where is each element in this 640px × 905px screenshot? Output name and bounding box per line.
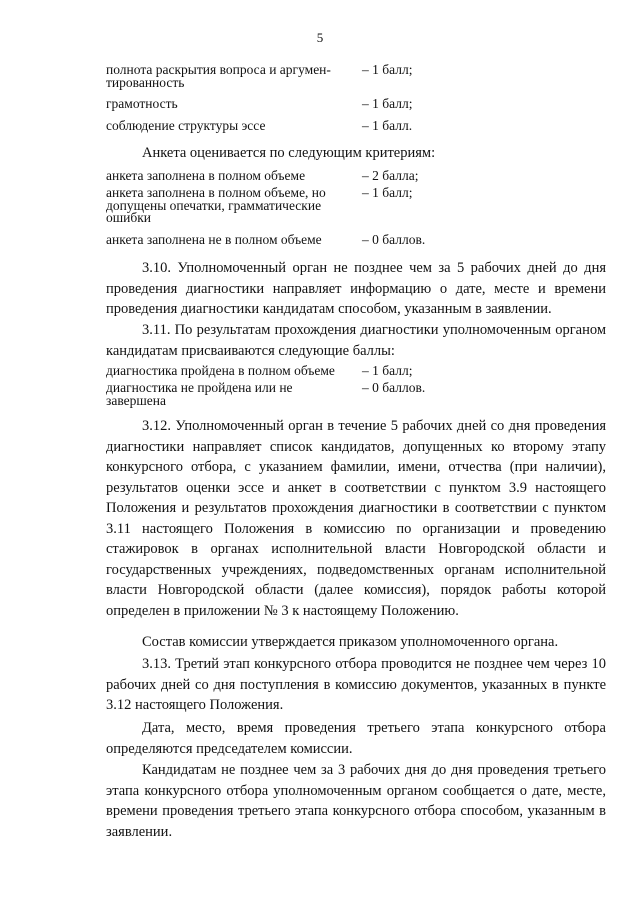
page-number: 5 [316,30,324,45]
paragraph-3-10: 3.10. Уполномоченный орган не позднее чем за 5 рабочих дней до дня проведения диагностики направляет информацию о дате, месте и времени проведения диагностики кандидатам способом, указанным в заявлении. [106,260,606,317]
criteria-label: диагностика пройдена в полном объеме [106,363,335,378]
criteria-label: соблюдение структуры эссе [106,118,266,133]
criteria-label: грамотность [106,96,178,111]
criteria-label: анкета заполнена не в полном объеме [106,232,322,247]
criteria-score: – 1 балл; [362,185,413,200]
paragraph-commission: Состав комиссии утверждается приказом уполномоченного органа. [142,634,559,650]
criteria-label: полнота раскрытия вопроса и аргумен-тированность [106,62,331,90]
criteria-label: диагностика не пройдена или не завершена [106,380,293,408]
criteria-score: – 1 балл; [362,62,413,77]
paragraph-candidates: Кандидатам не позднее чем за 3 рабочих дня до дня проведения третьего этапа конкурсного отбора уполномоченным органом сообщается о дате, месте, времени проведения третьего этапа конкурсного отбора способом, указанным в заявлении. [106,762,606,840]
criteria-score: – 1 балл; [362,363,413,378]
paragraph-3-13: 3.13. Третий этап конкурсного отбора проводится не позднее чем через 10 рабочих дней со дня поступления в комиссию документов, указанных в пункте 3.12 настоящего Положения. [106,656,606,713]
criteria-score: – 0 баллов. [362,380,426,395]
questionnaire-criteria-list [106,170,438,250]
criteria-score: – 2 балла; [362,168,419,183]
paragraph-3-11: 3.11. По результатам прохождения диагностики уполномоченным органом кандидатам присваиваются следующие баллы: [106,322,606,359]
questionnaire-intro: Анкета оценивается по следующим критериям: [142,145,436,161]
paragraph-date-place: Дата, место, время проведения третьего этапа конкурсного отбора определяются председателем комиссии. [106,720,606,757]
criteria-label: анкета заполнена в полном объеме, но допущены опечатки, грамматические ошибки [106,185,326,225]
paragraph-3-12: 3.12. Уполномоченный орган в течение 5 рабочих дней со дня проведения диагностики направляет список кандидатов, допущенных ко второму этапу конкурсного отбора, с указанием фамилии, имени, отчества (при наличии), результатов оценки эссе и анкет в соответствии с пунктом 3.9 настоящего Положения и результатов прохождения диагностики в соответствии с пунктом 3.11 настоящего Положения в комиссию по организации и проведению стажировок в органах исполнительной власти Новгородской области и государственных учреждениях, подведомственных органам исполнительной власти Новгородской области (далее комиссия), порядок работы которой определен в приложении № 3 к настоящему Положению. [106,418,606,619]
criteria-score: – 0 баллов. [362,232,426,247]
essay-criteria-list [106,64,438,136]
diagnostic-criteria-list [106,365,438,409]
criteria-score: – 1 балл; [362,96,413,111]
criteria-label: анкета заполнена в полном объеме [106,168,306,183]
criteria-score: – 1 балл. [362,118,413,133]
